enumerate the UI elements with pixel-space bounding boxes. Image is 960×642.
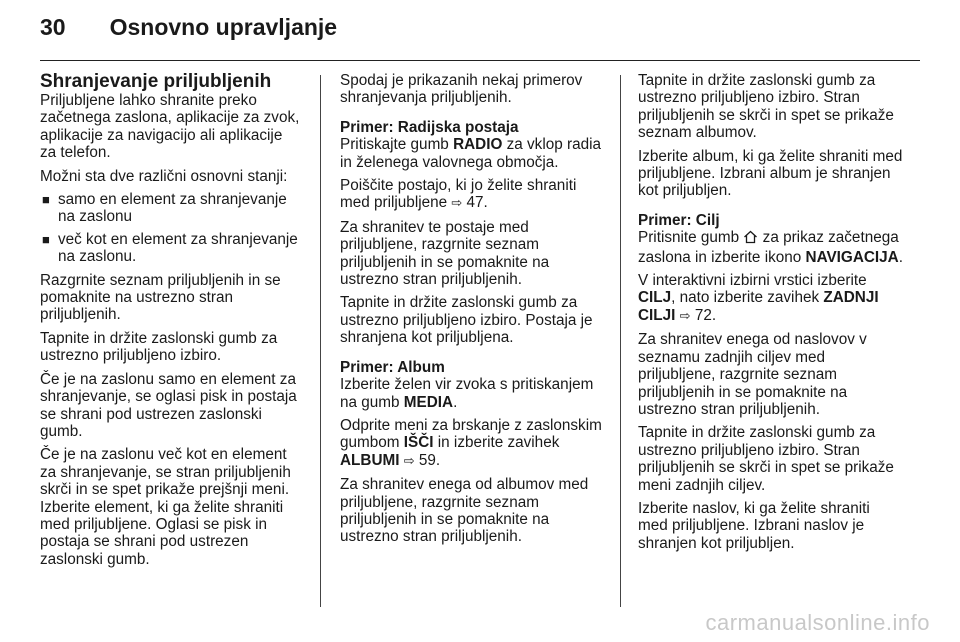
text-run: Pritiskajte gumb [340, 136, 454, 154]
page-header [40, 14, 337, 50]
key-label-recent-destinations: ZADNJI CILJI [638, 289, 879, 324]
page-reference-arrow-icon: ⇨ [451, 196, 463, 212]
paragraph: Tapnite in držite zaslonski gumb za ustrezno priljubljeno izbiro. Postaja je shranjena kot priljubljena. [340, 294, 593, 347]
column-1 [40, 72, 302, 574]
paragraph: Možni sta dve različni osnovni stanji: [40, 167, 288, 185]
text-run: za prikaz začetnega zaslona in izberite ikono [638, 229, 899, 266]
list-item [40, 191, 302, 226]
text-run: za vklop radia in želenega valovnega območja. [340, 136, 602, 171]
text-run: Izberite želen vir zvoka s pritiskanjem na gumb [340, 376, 594, 411]
bullet-list [40, 191, 302, 266]
paragraph: Za shranitev enega od naslovov v seznamu zadnjih ciljev med priljubljene, razgrnite seznam priljubljenih in se pomaknite na ustrezno stran priljubljenih. [638, 331, 867, 418]
page-reference-arrow-icon: ⇨ [679, 308, 691, 324]
section-heading: Shranjevanje priljubljenih [40, 71, 272, 92]
paragraph [638, 272, 903, 325]
text-run: Pritisnite gumb [638, 229, 744, 247]
column-divider [620, 75, 621, 607]
key-label-albums: ALBUMI [340, 451, 400, 469]
text-run: Odprite meni za brskanje z zaslonskim gumbom [340, 416, 602, 452]
key-label-radio: RADIO [453, 136, 503, 154]
paragraph: Če je na zaslonu več kot en element za shranjevanje, se stran priljubljenih skrči in se spet prikaže prejšnji meni. Izberite element, ki ga želite shraniti med priljubljene. Oglasi se pisk in postaja se shrani pod ustrezen zaslonski gumb. [40, 446, 291, 568]
paragraph [340, 136, 602, 171]
chapter-title: Osnovno upravljanje [109, 14, 338, 40]
text-run: V interaktivni izbirni vrstici izberite [638, 272, 867, 290]
watermark: carmanualsonline.info [705, 610, 930, 635]
paragraph: Tapnite in držite zaslonski gumb za ustrezno priljubljeno izbiro. [40, 329, 278, 365]
home-icon [743, 230, 758, 248]
text-run: Poiščite postajo, ki jo želite shraniti med priljubljene [340, 177, 577, 212]
square-bullet-icon: ■ [42, 231, 50, 247]
key-label-navigation: NAVIGACIJA [805, 248, 899, 266]
paragraph [340, 417, 602, 470]
paragraph: Razgrnite seznam priljubljenih in se pomaknite na ustrezno stran priljubljenih. [40, 271, 281, 324]
square-bullet-icon: ■ [42, 192, 50, 208]
paragraph [638, 229, 903, 266]
list-item-text: samo en element za shranjevanje na zaslonu [58, 191, 287, 226]
text-run: in izberite zavihek [433, 434, 560, 452]
example-heading-radio: Primer: Radijska postaja [340, 118, 519, 136]
paragraph: Tapnite in držite zaslonski gumb za ustrezno priljubljeno izbiro. Stran priljubljenih se skrči in spet se prikaže seznam albumov. [638, 72, 894, 142]
key-label-destination: CILJ [638, 289, 672, 307]
paragraph: Za shranitev enega od albumov med priljubljene, razgrnite seznam priljubljenih in se pomaknite na ustrezno stran priljubljenih. [340, 476, 589, 546]
paragraph: Priljubljene lahko shranite preko začetnega zaslona, aplikacije za zvok, aplikacije za navigacijo ali aplikacije za telefon. [40, 92, 300, 162]
column-divider [320, 75, 321, 607]
column-3 [638, 72, 903, 558]
list-item-text: več kot en element za shranjevanje na zaslonu. [58, 230, 298, 266]
paragraph: Izberite album, ki ga želite shraniti med priljubljene. Izbrani album je shranjen kot priljubljen. [638, 147, 903, 200]
text-run: , nato izberite zavihek [671, 289, 824, 307]
paragraph: Če je na zaslonu samo en element za shranjevanje, se oglasi pisk in postaja se shrani pod ustrezen zaslonski gumb. [40, 370, 297, 440]
key-label-media: MEDIA [403, 393, 454, 411]
header-rule [40, 60, 920, 61]
page-reference: 59. [418, 451, 441, 469]
paragraph [340, 376, 602, 411]
paragraph: Za shranitev te postaje med priljubljene, razgrnite seznam priljubljenih in se pomaknite na ustrezno stran priljubljenih. [340, 218, 550, 289]
example-heading-destination: Primer: Cilj [638, 211, 720, 229]
key-label-search: IŠČI [403, 434, 434, 452]
page-reference: 47. [466, 194, 488, 212]
text-run: . [898, 248, 903, 266]
paragraph: Spodaj je prikazanih nekaj primerov shranjevanja priljubljenih. [340, 72, 583, 107]
paragraph: Izberite naslov, ki ga želite shraniti med priljubljene. Izbrani naslov je shranjen kot priljubljen. [638, 499, 870, 552]
paragraph [340, 177, 602, 213]
page-reference-arrow-icon: ⇨ [403, 453, 415, 469]
text-run: . [453, 393, 458, 411]
page-number: 30 [40, 14, 66, 40]
list-item [40, 231, 302, 266]
page-reference: 72. [694, 306, 717, 324]
paragraph: Tapnite in držite zaslonski gumb za ustrezno priljubljeno izbiro. Stran priljubljenih se skrči in spet se prikaže meni zadnjih ciljev. [638, 424, 894, 494]
example-heading-album: Primer: Album [340, 358, 445, 376]
column-2 [340, 72, 602, 552]
